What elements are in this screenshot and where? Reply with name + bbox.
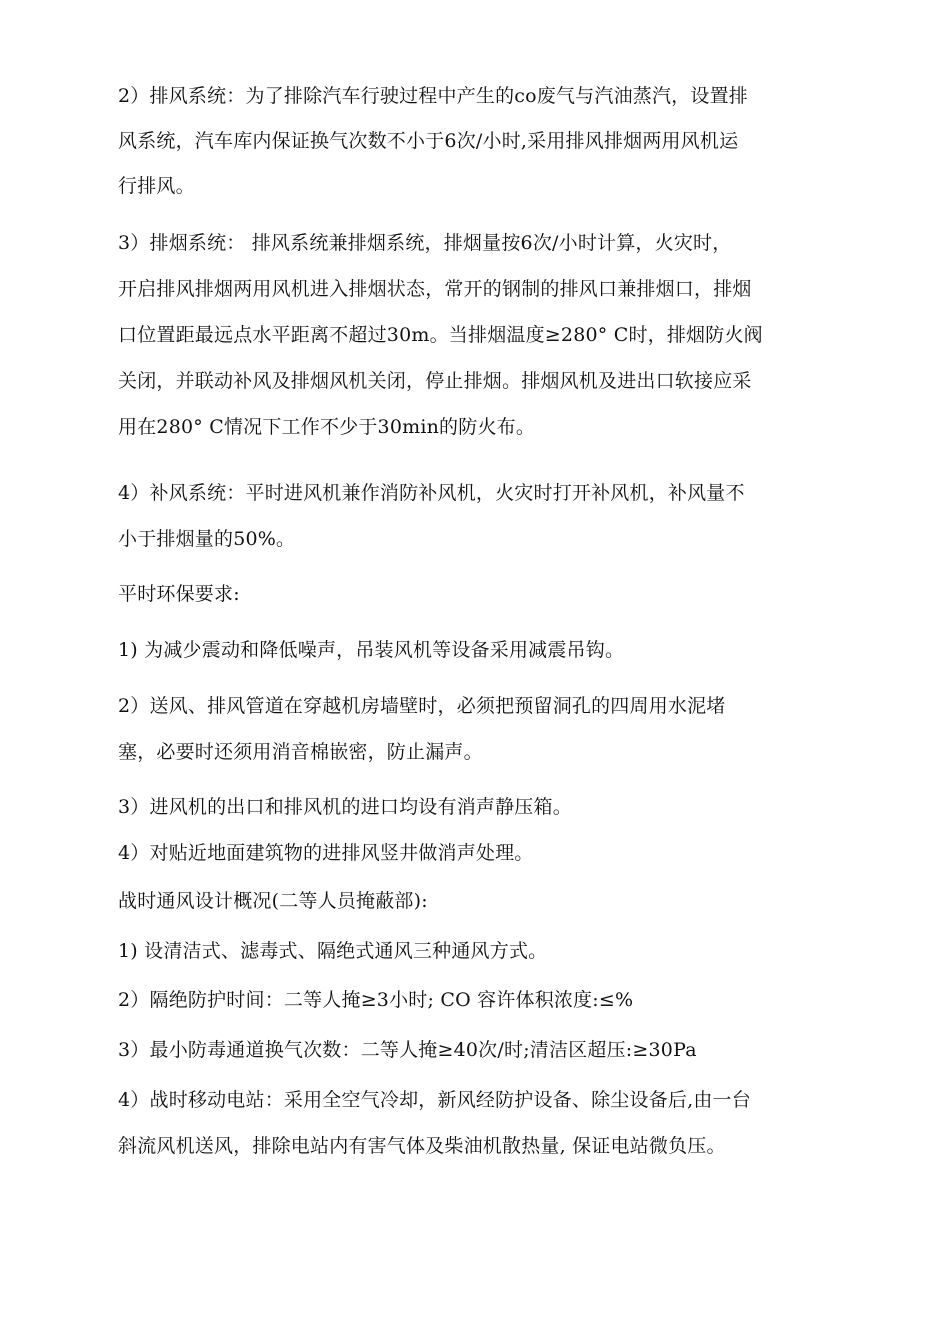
text-line: 3）排烟系统： 排风系统兼排烟系统，排烟量按6次/小时计算，火灾时，: [118, 232, 732, 254]
text-line: 2）隔绝防护时间：二等人掩≥3小时; CO 容许体积浓度:≤%: [118, 989, 634, 1011]
text-line: 3）最小防毒通道换气次数：二等人掩≥40次/时;清洁区超压:≥30Pa: [118, 1039, 697, 1061]
text-line: 风系统，汽车库内保证换气次数不小于6次/小时,采用排风排烟两用风机运: [118, 130, 739, 152]
text-line: 3）进风机的出口和排风机的进口均设有消声静压箱。: [118, 796, 572, 818]
text-line: 2）排风系统：为了排除汽车行驶过程中产生的co废气与汽油蒸汽，设置排: [118, 85, 748, 107]
text-line: 小于排烟量的50%。: [118, 528, 296, 550]
text-line: 斜流风机送风，排除电站内有害气体及柴油机散热量, 保证电站微负压。: [118, 1135, 726, 1157]
text-line: 2）送风、排风管道在穿越机房墙壁时，必须把预留洞孔的四周用水泥堵: [118, 695, 726, 717]
section-heading: 平时环保要求:: [118, 583, 240, 605]
text-line: 4）对贴近地面建筑物的进排风竖井做消声处理。: [118, 842, 534, 864]
text-line: 4）补风系统：平时进风机兼作消防补风机，火灾时打开补风机，补风量不: [118, 482, 745, 504]
text-line: 口位置距最远点水平距离不超过30m。当排烟温度≥280° C时，排烟防火阀: [118, 324, 763, 346]
text-line: 1) 为减少震动和降低噪声，吊装风机等设备采用减震吊钩。: [118, 639, 625, 661]
section-heading: 战时通风设计概况(二等人员掩蔽部):: [118, 890, 428, 912]
text-line: 1) 设清洁式、滤毒式、隔绝式通风三种通风方式。: [118, 940, 548, 962]
text-line: 塞，必要时还须用消音棉嵌密，防止漏声。: [118, 741, 483, 763]
text-line: 开启排风排烟两用风机进入排烟状态，常开的钢制的排风口兼排烟口，排烟: [118, 278, 752, 300]
text-line: 用在280° C情况下工作不少于30min的防火布。: [118, 416, 536, 438]
text-line: 4）战时移动电站：采用全空气冷却，新风经防护设备、除尘设备后,由一台: [118, 1089, 751, 1111]
text-line: 行排风。: [118, 175, 195, 197]
text-line: 关闭，并联动补风及排烟风机关闭，停止排烟。排烟风机及进出口软接应采: [118, 370, 752, 392]
